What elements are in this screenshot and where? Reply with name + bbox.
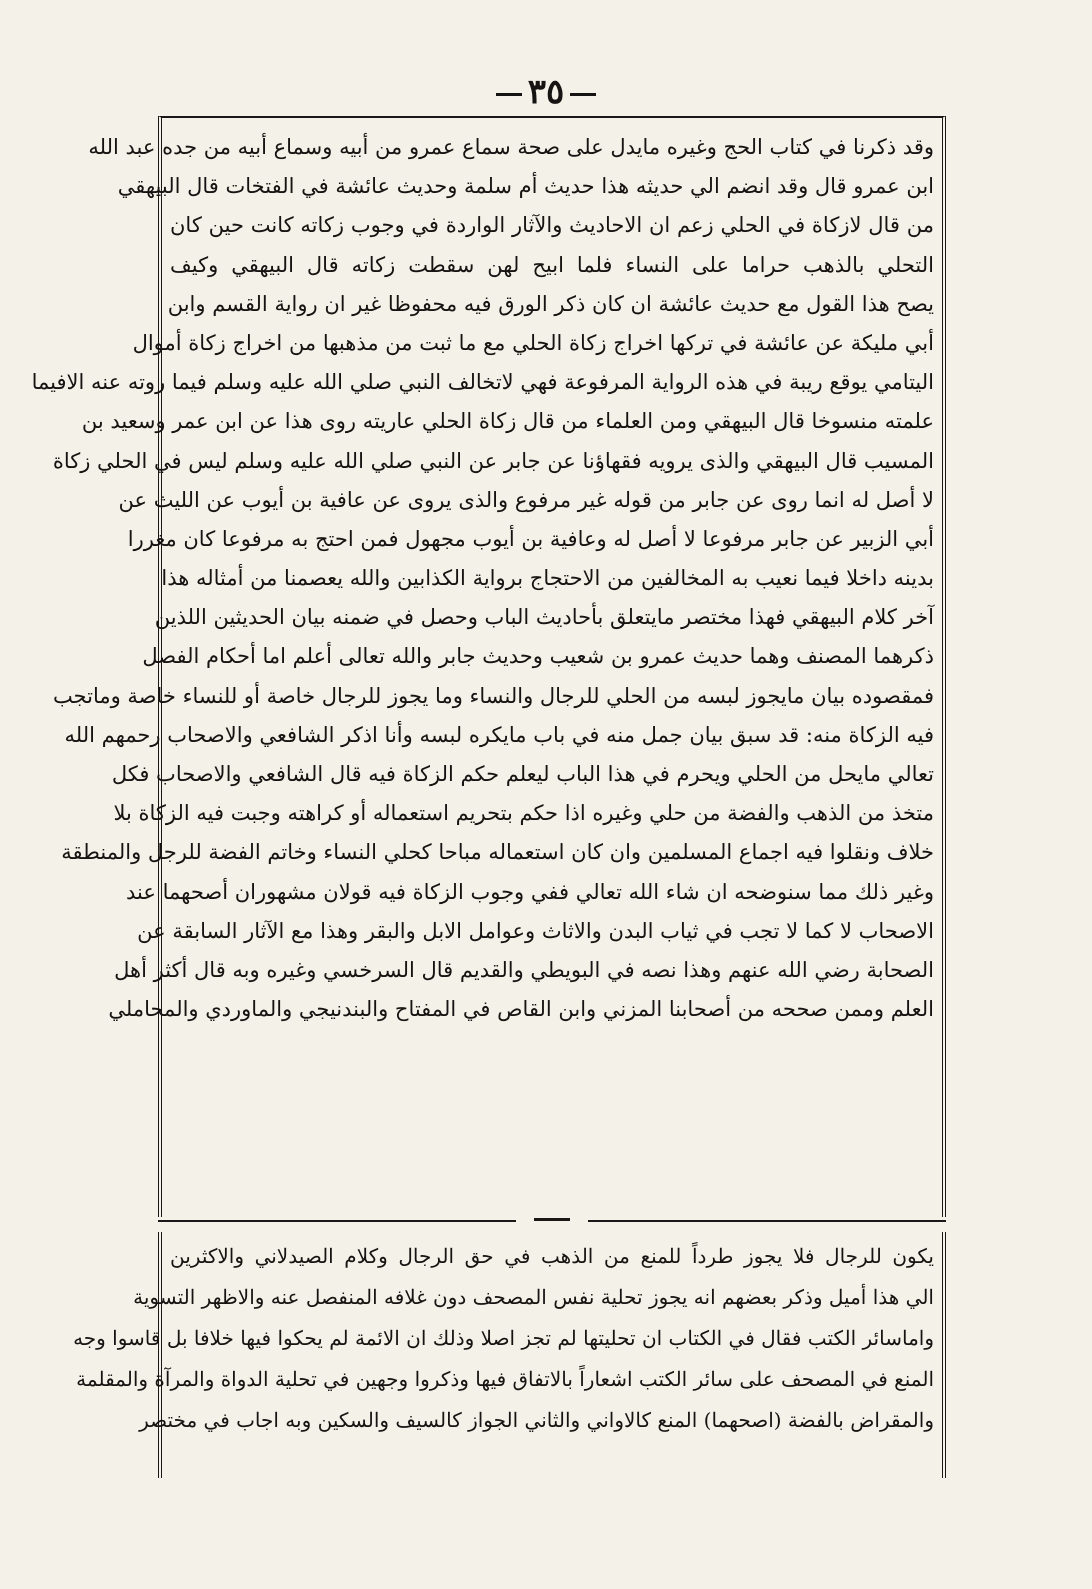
- separator-dash: [534, 1218, 570, 1221]
- footnote-frame: [73, 1232, 946, 1478]
- separator-rule-right: [588, 1220, 946, 1222]
- main-line: فيه الزكاة منه: قد سبق بيان جمل منه في باب مايكره لبسه وأنا اذكر الشافعي والاصحاب رحمهم الله: [64, 722, 934, 747]
- main-line: بدينه داخلا فيما نعيب به المخالفين من الاحتجاج برواية الكذابين والله يعصمنا من أمثاله هذا: [161, 566, 934, 591]
- main-line: التحلي بالذهب حراما على النساء فلما ابيح لهن سقطت زكاته قال البيهقي وكيف: [170, 252, 934, 277]
- main-line: تعالي مايحل من الحلي ويحرم في هذا الباب ليعلم حكم الزكاة فيه قال الشافعي والاصحاب فكل: [111, 762, 934, 786]
- main-line: العلم وممن صححه من أصحابنا المزني وابن القاص في المفتاح والبندنيجي والماوردي والمحاملي: [108, 997, 934, 1022]
- main-line: فمقصوده بيان مايجوز لبسه من الحلي للرجال والنساء وما يجوز للرجال خاصة أو للنساء خاصة وماتجب: [52, 683, 934, 708]
- footnote-line: الي هذا أميل وذكر بعضهم انه يجوز تحلية نفس المصحف دون غلافه المنفصل عنه والاظهر التسوية: [133, 1285, 934, 1309]
- main-line: ذكرهما المصنف وهما حديث عمرو بن شعيب وحديث جابر والله تعالى أعلم اما أحكام الفصل: [142, 644, 934, 669]
- page-number-text: ٣٥: [527, 72, 565, 112]
- main-line: أبي مليكة عن عائشة في تركها اخراج زكاة الحلي مع ما ثبت من مذهبها من اخراج زكاة أموال: [132, 330, 934, 355]
- main-text-frame: [31, 116, 946, 1217]
- main-line: وقد ذكرنا في كتاب الحج وغيره مايدل على صحة سماع عمرو من أبيه وسماع أبيه من جده عبد الله: [88, 135, 934, 159]
- main-line: لا أصل له انما روى عن جابر من قوله غير مرفوع والذى يروى عن عافية بن أيوب عن الليث عن: [118, 487, 934, 512]
- main-text-block: [31, 128, 934, 1029]
- footnote-block: [73, 1236, 934, 1441]
- main-line: متخذ من الذهب والفضة من حلي وغيره اذا حكم بتحريم استعماله أو كراهته وجبت فيه الزكاة بلا: [113, 801, 934, 826]
- footnote-line: يكون للرجال فلا يجوز طرداً للمنع من الذهب في حق الرجال وكلام الصيدلاني والاكثرين: [170, 1244, 934, 1268]
- footnote-line: والمقراض بالفضة (اصحهما) المنع كالاواني والثاني الجواز كالسيف والسكين وبه اجاب في مختصر: [139, 1408, 934, 1432]
- page-number: [0, 72, 1092, 112]
- main-line: الصحابة رضي الله عنهم وهذا نصه في البويطي والقديم قال السرخسي وغيره وبه قال أكثر أهل: [114, 957, 934, 982]
- footnote-separator: [158, 1214, 946, 1228]
- separator-rule-left: [158, 1220, 516, 1222]
- main-line: علمته منسوخا قال البيهقي ومن العلماء من قال زكاة الحلي عاريته روى هذا عن ابن عمر وسعيد بن: [81, 409, 934, 434]
- main-line: خلاف ونقلوا فيه اجماع المسلمين وان كان استعماله مباحا كحلي النساء وخاتم الفضة للرجل والمنطقة: [61, 840, 934, 865]
- main-line: ابن عمرو قال وقد انضم الي حديثه هذا حديث أم سلمة وحديث عائشة في الفتخات قال البيهقي: [117, 174, 934, 199]
- main-line: من قال لازكاة في الحلي زعم ان الاحاديث والآثار الواردة في وجوب زكاته كانت حين كان: [170, 213, 934, 238]
- footnote-line: واماسائر الكتب فقال في الكتاب ان تحليتها لم تجز اصلا وذلك ان الائمة لم يحكوا فيها خلافا بل قاسوا وجه: [73, 1326, 934, 1350]
- main-line: وغير ذلك مما سنوضحه ان شاء الله تعالي ففي وجوب الزكاة فيه قولان مشهوران أصحهما عند: [126, 879, 934, 904]
- main-line: اليتامي يوقع ريبة في هذه الرواية المرفوعة فهي لاتخالف النبي صلي الله عليه وسلم فيما روته عنه الافيما: [31, 370, 934, 395]
- main-line: يصح هذا القول مع حديث عائشة ان كان ذكر الورق فيه محفوظا غير ان رواية القسم وابن: [167, 291, 934, 316]
- main-line: الاصحاب لا كما لا تجب في ثياب البدن والاثاث وعوامل الابل والبقر وهذا مع الآثار السابقة عن: [137, 918, 934, 943]
- page-number-dash-left: [496, 93, 522, 96]
- main-line: المسيب قال البيهقي والذى يرويه فقهاؤنا عن جابر عن النبي صلي الله عليه وسلم ليس في الحلي زكاة: [52, 448, 934, 473]
- page-number-dash-right: [570, 93, 596, 96]
- main-line: آخر كلام البيهقي فهذا مختصر مايتعلق بأحاديث الباب وحصل في ضمنه بيان الحديثين اللذين: [154, 605, 934, 630]
- main-line: أبي الزبير عن جابر مرفوعا لا أصل له وعافية بن أيوب مجهول فمن احتج به مرفوعا كان مغررا: [127, 526, 934, 551]
- footnote-line: المنع في المصحف على سائر الكتب اشعاراً بالاتفاق فيها وذكروا وجهين في تحلية الدواة والمرآة والمقلمة: [76, 1367, 934, 1391]
